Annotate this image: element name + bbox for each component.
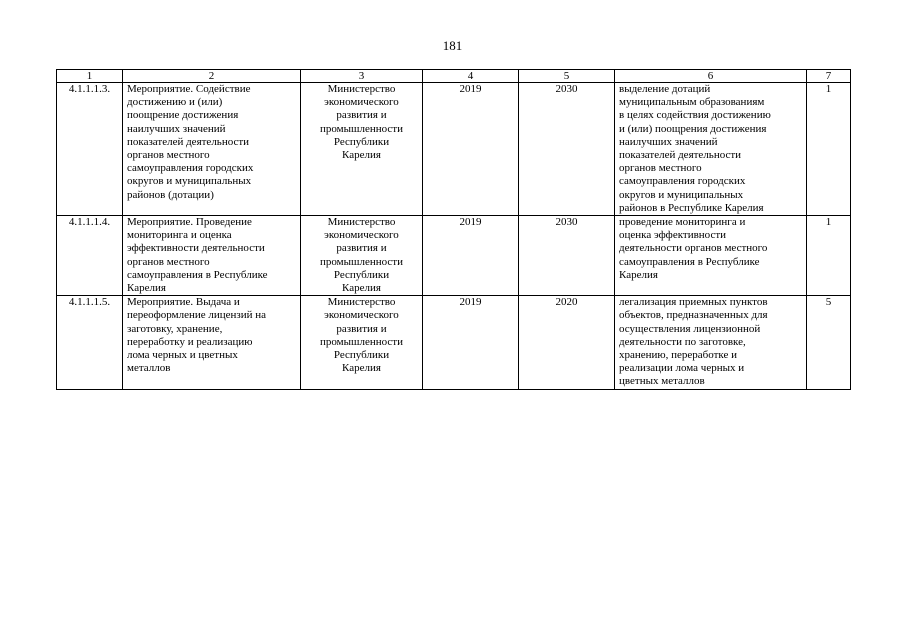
expected-result-cell-line: в целях содействия достижению [619, 109, 771, 122]
expected-result-cell-line: цветных металлов [619, 375, 705, 388]
executor-cell-line: промышленности [320, 122, 403, 135]
program-activities-table [56, 69, 851, 390]
executor-cell-line: развития и [336, 242, 387, 255]
expected-result-cell [615, 296, 807, 389]
column-header-2: 2 [123, 70, 301, 83]
executor-cell-line: промышленности [320, 335, 403, 348]
table-row [57, 296, 851, 389]
executor-cell-line: Карелия [342, 362, 381, 375]
activity-code-cell: 4.1.1.1.3. [57, 83, 123, 216]
column-header-7: 7 [807, 70, 851, 83]
expected-result-cell-line: Карелия [619, 268, 658, 281]
activity-name-cell-line: лома черных и цветных [127, 349, 238, 362]
activity-name-cell-line: Мероприятие. Проведение [127, 216, 252, 229]
expected-result-cell-line: объектов, предназначенных для [619, 309, 768, 322]
expected-result-cell-line: самоуправления в Республике [619, 255, 760, 268]
expected-result-cell-line: деятельности органов местного [619, 242, 768, 255]
expected-result-cell [615, 216, 807, 296]
activity-name-cell-line: достижению и (или) [127, 96, 223, 109]
expected-result-cell-line: показателей деятельности [619, 149, 742, 162]
column-header-4: 4 [423, 70, 519, 83]
column-header-6: 6 [615, 70, 807, 83]
activity-name-cell-line: наилучших значений [127, 122, 226, 135]
column-header-3: 3 [301, 70, 423, 83]
start-year-cell: 2019 [423, 296, 519, 389]
indicator-cell: 1 [807, 216, 851, 296]
page-number: 181 [442, 38, 463, 53]
executor-cell [301, 216, 423, 296]
expected-result-cell-line: осуществления лицензионной [619, 322, 761, 335]
executor-cell [301, 296, 423, 389]
activity-name-cell-line: заготовку, хранение, [127, 322, 223, 335]
expected-result-cell-line: самоуправления городских [619, 175, 746, 188]
expected-result-cell-line: оценка эффективности [619, 229, 727, 242]
start-year-cell: 2019 [423, 216, 519, 296]
expected-result-cell-line: муниципальным образованиям [619, 96, 765, 109]
activity-code-cell: 4.1.1.1.5. [57, 296, 123, 389]
executor-cell-line: Республики [333, 135, 390, 148]
executor-cell-line: Карелия [342, 149, 381, 162]
expected-result-cell-line: выделение дотаций [619, 83, 711, 95]
executor-cell-line: Министерство [327, 216, 396, 229]
expected-result-cell-line: легализация приемных пунктов [619, 296, 768, 309]
end-year-cell: 2030 [519, 83, 615, 216]
activity-name-cell-line: самоуправления городских [127, 162, 254, 175]
executor-cell-line: развития и [336, 109, 387, 122]
activity-name-cell-line: органов местного [127, 255, 210, 268]
executor-cell-line: развития и [336, 322, 387, 335]
executor-cell-line: экономического [324, 309, 399, 322]
activity-name-cell [123, 296, 301, 389]
executor-cell-line: Республики [333, 349, 390, 362]
executor-cell-line: Карелия [342, 282, 381, 295]
executor-cell-line: Министерство [327, 83, 396, 95]
executor-cell-line: экономического [324, 229, 399, 242]
expected-result-cell-line: проведение мониторинга и [619, 216, 746, 229]
activity-name-cell-line: мониторинга и оценка [127, 229, 232, 242]
activity-name-cell-line: органов местного [127, 149, 210, 162]
indicator-cell: 1 [807, 83, 851, 216]
column-number-row [57, 70, 851, 83]
expected-result-cell-line: хранению, переработке и [619, 349, 738, 362]
activity-name-cell-line: эффективности деятельности [127, 242, 265, 255]
activity-name-cell-line: Мероприятие. Выдача и [127, 296, 240, 309]
expected-result-cell-line: районов в Республике Карелия [619, 201, 764, 214]
activity-name-cell-line: округов и муниципальных [127, 175, 252, 188]
table-row [57, 83, 851, 216]
start-year-cell: 2019 [423, 83, 519, 216]
expected-result-cell-line: органов местного [619, 162, 702, 175]
expected-result-cell [615, 83, 807, 216]
indicator-cell: 5 [807, 296, 851, 389]
activity-code-cell: 4.1.1.1.4. [57, 216, 123, 296]
expected-result-cell-line: реализации лома черных и [619, 362, 745, 375]
activity-name-cell-line: районов (дотации) [127, 188, 214, 201]
expected-result-cell-line: наилучших значений [619, 135, 718, 148]
activity-name-cell-line: поощрение достижения [127, 109, 239, 122]
activity-name-cell [123, 83, 301, 216]
executor-cell-line: Министерство [327, 296, 396, 309]
activity-name-cell-line: Карелия [127, 282, 166, 295]
executor-cell-line: промышленности [320, 255, 403, 268]
expected-result-cell-line: деятельности по заготовке, [619, 335, 746, 348]
column-header-1: 1 [57, 70, 123, 83]
expected-result-cell-line: округов и муниципальных [619, 188, 744, 201]
executor-cell [301, 83, 423, 216]
activity-name-cell-line: переработку и реализацию [127, 335, 253, 348]
activity-name-cell-line: показателей деятельности [127, 135, 250, 148]
activity-name-cell-line: Мероприятие. Содействие [127, 83, 251, 95]
executor-cell-line: экономического [324, 96, 399, 109]
column-header-5: 5 [519, 70, 615, 83]
table-row [57, 216, 851, 296]
activity-name-cell-line: переоформление лицензий на [127, 309, 267, 322]
activity-name-cell [123, 216, 301, 296]
expected-result-cell-line: и (или) поощрения достижения [619, 122, 767, 135]
end-year-cell: 2030 [519, 216, 615, 296]
end-year-cell: 2020 [519, 296, 615, 389]
executor-cell-line: Республики [333, 268, 390, 281]
activity-name-cell-line: самоуправления в Республике [127, 268, 268, 281]
activity-name-cell-line: металлов [127, 362, 171, 375]
